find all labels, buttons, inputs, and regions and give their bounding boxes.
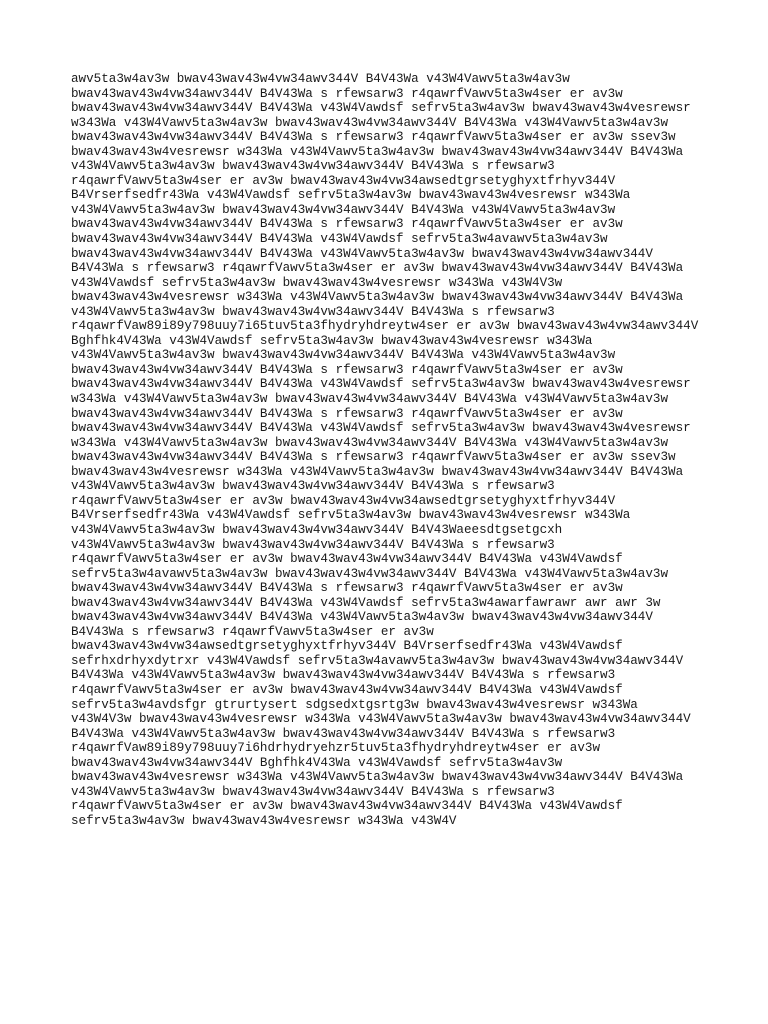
text-line: v43W4Vawv5ta3w4av3w bwav43wav43w4vw34awv344V B4V43Wa v43W4Vawv5ta3w4av3w	[71, 348, 616, 363]
text-line: bwav43wav43w4vw34awv344V B4V43Wa v43W4Vawdsf sefrv5ta3w4avawv5ta3w4av3w	[71, 232, 608, 247]
text-line: B4Vrserfsedfr43Wa v43W4Vawdsf sefrv5ta3w4av3w bwav43wav43w4vesrewsr w343Wa	[71, 508, 631, 523]
text-line: sefrv5ta3w4avawv5ta3w4av3w bwav43wav43w4vw34awv344V B4V43Wa v43W4Vawv5ta3w4av3w	[71, 566, 669, 581]
text-line: v43W4Vawv5ta3w4av3w bwav43wav43w4vw34awv344V B4V43Wa s rfewsarw3	[71, 784, 555, 799]
text-line: r4qawrfVawv5ta3w4ser er av3w bwav43wav43w4vw34awsedtgrsetyghyxtfrhyv344V	[71, 493, 616, 508]
text-line: B4V43Wa s rfewsarw3 r4qawrfVawv5ta3w4ser er av3w bwav43wav43w4vw34awv344V B4V43Wa	[71, 261, 684, 276]
text-line: bwav43wav43w4vw34awv344V B4V43Wa v43W4Vawv5ta3w4av3w bwav43wav43w4vw34awv344V	[71, 246, 653, 261]
text-line: bwav43wav43w4vw34awv344V B4V43Wa v43W4Vawdsf sefrv5ta3w4av3w bwav43wav43w4vesrewsr	[71, 421, 691, 436]
text-line: bwav43wav43w4vw34awv344V B4V43Wa s rfewsarw3 r4qawrfVawv5ta3w4ser er av3w ssev3w	[71, 130, 676, 145]
text-line: sefrhxdrhyxdytrxr v43W4Vawdsf sefrv5ta3w4avawv5ta3w4av3w bwav43wav43w4vw34awv344V	[71, 653, 684, 668]
text-line: sefrv5ta3w4avdsfgr gtrurtysert sdgsedxtgsrtg3w bwav43wav43w4vesrewsr w343Wa	[71, 697, 638, 712]
text-line: B4V43Wa s rfewsarw3 r4qawrfVawv5ta3w4ser er av3w	[71, 624, 434, 639]
text-line: r4qawrfVawv5ta3w4ser er av3w bwav43wav43w4vw34awv344V B4V43Wa v43W4Vawdsf	[71, 682, 623, 697]
text-line: w343Wa v43W4Vawv5ta3w4av3w bwav43wav43w4vw34awv344V B4V43Wa v43W4Vawv5ta3w4av3w	[71, 435, 669, 450]
text-line: w343Wa v43W4Vawv5ta3w4av3w bwav43wav43w4vw34awv344V B4V43Wa v43W4Vawv5ta3w4av3w	[71, 392, 669, 407]
text-line: bwav43wav43w4vesrewsr w343Wa v43W4Vawv5ta3w4av3w bwav43wav43w4vw34awv344V B4V43Wa	[71, 464, 684, 479]
text-line: v43W4Vawv5ta3w4av3w bwav43wav43w4vw34awv344V B4V43Wa s rfewsarw3	[71, 537, 555, 552]
text-line: v43W4Vawv5ta3w4av3w bwav43wav43w4vw34awv344V B4V43Wa v43W4Vawv5ta3w4av3w	[71, 202, 616, 217]
text-line: Bghfhk4V43Wa v43W4Vawdsf sefrv5ta3w4av3w bwav43wav43w4vesrewsr w343Wa	[71, 333, 593, 348]
text-line: bwav43wav43w4vesrewsr w343Wa v43W4Vawv5ta3w4av3w bwav43wav43w4vw34awv344V B4V43Wa	[71, 290, 684, 305]
text-line: bwav43wav43w4vw34awv344V B4V43Wa s rfewsarw3 r4qawrfVawv5ta3w4ser er av3w ssev3w	[71, 450, 676, 465]
text-line: bwav43wav43w4vw34awv344V B4V43Wa s rfewsarw3 r4qawrfVawv5ta3w4ser er av3w	[71, 86, 623, 101]
text-line: v43W4Vawv5ta3w4av3w bwav43wav43w4vw34awv344V B4V43Waeesdtgsetgcxh	[71, 522, 563, 537]
text-line: sefrv5ta3w4av3w bwav43wav43w4vesrewsr w343Wa v43W4V	[71, 813, 457, 828]
text-line: v43W4V3w bwav43wav43w4vesrewsr w343Wa v43W4Vawv5ta3w4av3w bwav43wav43w4vw34awv344V	[71, 712, 691, 727]
text-line: bwav43wav43w4vw34awv344V B4V43Wa s rfewsarw3 r4qawrfVawv5ta3w4ser er av3w	[71, 581, 623, 596]
text-line: r4qawrfVaw89i89y798uuy7i65tuv5ta3fhydryhdreytw4ser er av3w bwav43wav43w4vw34awv344V	[71, 319, 699, 334]
text-line: bwav43wav43w4vw34awv344V B4V43Wa s rfewsarw3 r4qawrfVawv5ta3w4ser er av3w	[71, 406, 623, 421]
text-line: bwav43wav43w4vw34awv344V B4V43Wa v43W4Vawdsf sefrv5ta3w4av3w bwav43wav43w4vesrewsr	[71, 101, 691, 116]
text-line: bwav43wav43w4vw34awv344V B4V43Wa s rfewsarw3 r4qawrfVawv5ta3w4ser er av3w	[71, 362, 623, 377]
text-line: r4qawrfVawv5ta3w4ser er av3w bwav43wav43w4vw34awsedtgrsetyghyxtfrhyv344V	[71, 173, 616, 188]
body-text	[71, 72, 751, 828]
text-line: r4qawrfVawv5ta3w4ser er av3w bwav43wav43w4vw34awv344V B4V43Wa v43W4Vawdsf	[71, 552, 623, 567]
text-line: B4V43Wa v43W4Vawv5ta3w4av3w bwav43wav43w4vw34awv344V B4V43Wa s rfewsarw3	[71, 726, 616, 741]
text-line: bwav43wav43w4vw34awv344V B4V43Wa s rfewsarw3 r4qawrfVawv5ta3w4ser er av3w	[71, 217, 623, 232]
text-line: bwav43wav43w4vesrewsr w343Wa v43W4Vawv5ta3w4av3w bwav43wav43w4vw34awv344V B4V43Wa	[71, 770, 684, 785]
text-line: r4qawrfVaw89i89y798uuy7i6hdrhydryehzr5tuv5ta3fhydryhdreytw4ser er av3w	[71, 741, 601, 756]
text-line: v43W4Vawv5ta3w4av3w bwav43wav43w4vw34awv344V B4V43Wa s rfewsarw3	[71, 304, 555, 319]
text-line: v43W4Vawv5ta3w4av3w bwav43wav43w4vw34awv344V B4V43Wa s rfewsarw3	[71, 159, 555, 174]
text-line: bwav43wav43w4vw34awv344V B4V43Wa v43W4Vawdsf sefrv5ta3w4awarfawrawr awr awr 3w	[71, 595, 661, 610]
text-line: r4qawrfVawv5ta3w4ser er av3w bwav43wav43w4vw34awv344V B4V43Wa v43W4Vawdsf	[71, 799, 623, 814]
text-line: awv5ta3w4av3w bwav43wav43w4vw34awv344V B4V43Wa v43W4Vawv5ta3w4av3w	[71, 72, 570, 86]
text-line: v43W4Vawv5ta3w4av3w bwav43wav43w4vw34awv344V B4V43Wa s rfewsarw3	[71, 479, 555, 494]
text-line: bwav43wav43w4vw34awv344V Bghfhk4V43Wa v43W4Vawdsf sefrv5ta3w4av3w	[71, 755, 563, 770]
text-line: v43W4Vawdsf sefrv5ta3w4av3w bwav43wav43w4vesrewsr w343Wa v43W4V3w	[71, 275, 563, 290]
text-line: B4V43Wa v43W4Vawv5ta3w4av3w bwav43wav43w4vw34awv344V B4V43Wa s rfewsarw3	[71, 668, 616, 683]
text-line: bwav43wav43w4vw34awv344V B4V43Wa v43W4Vawv5ta3w4av3w bwav43wav43w4vw34awv344V	[71, 610, 653, 625]
text-line: bwav43wav43w4vw34awsedtgrsetyghyxtfrhyv344V B4Vrserfsedfr43Wa v43W4Vawdsf	[71, 639, 623, 654]
text-line: B4Vrserfsedfr43Wa v43W4Vawdsf sefrv5ta3w4av3w bwav43wav43w4vesrewsr w343Wa	[71, 188, 631, 203]
text-line: bwav43wav43w4vesrewsr w343Wa v43W4Vawv5ta3w4av3w bwav43wav43w4vw34awv344V B4V43Wa	[71, 144, 684, 159]
text-line: bwav43wav43w4vw34awv344V B4V43Wa v43W4Vawdsf sefrv5ta3w4av3w bwav43wav43w4vesrewsr	[71, 377, 691, 392]
text-line: w343Wa v43W4Vawv5ta3w4av3w bwav43wav43w4vw34awv344V B4V43Wa v43W4Vawv5ta3w4av3w	[71, 115, 669, 130]
